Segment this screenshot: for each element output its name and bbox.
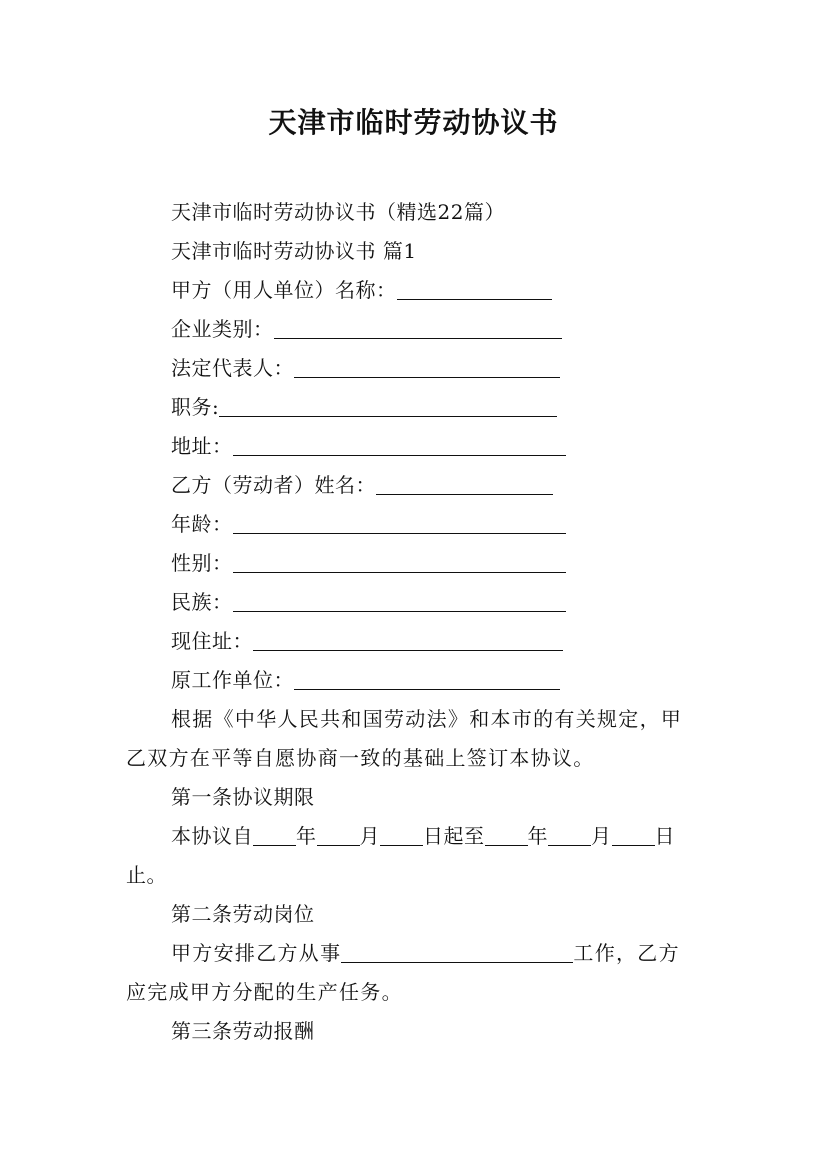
ethnicity-label: 民族： — [171, 590, 233, 614]
enterprise-type-blank[interactable] — [274, 318, 562, 339]
clause2-line2: 应完成甲方分配的生产任务。 — [126, 980, 403, 1004]
position-blank[interactable] — [219, 396, 557, 417]
document-subtitle: 天津市临时劳动协议书（精选22篇） — [171, 200, 505, 224]
clause2-text-mid: 工作，乙方 — [573, 941, 680, 965]
position-row — [171, 393, 557, 421]
end-month-blank[interactable] — [548, 825, 591, 846]
party-a-name-row — [171, 276, 552, 304]
clause2-line1 — [171, 939, 680, 967]
party-b-name-label: 乙方（劳动者）姓名： — [171, 473, 376, 497]
age-row — [171, 510, 566, 538]
enterprise-type-row — [171, 315, 562, 343]
clause1-heading: 第一条协议期限 — [171, 785, 315, 809]
current-address-label: 现住址： — [171, 629, 253, 653]
party-a-name-blank[interactable] — [397, 279, 552, 300]
enterprise-type-label: 企业类别： — [171, 317, 274, 341]
gender-label: 性别： — [171, 551, 233, 575]
clause1-month-label: 月 — [359, 824, 380, 848]
ethnicity-blank[interactable] — [233, 591, 566, 612]
address-blank[interactable] — [233, 435, 566, 456]
start-month-blank[interactable] — [317, 825, 360, 846]
document-title: 天津市临时劳动协议书 — [268, 106, 559, 139]
address-label: 地址： — [171, 434, 233, 458]
end-day-blank[interactable] — [612, 825, 655, 846]
former-employer-label: 原工作单位： — [171, 668, 294, 692]
clause2-text-start: 甲方安排乙方从事 — [171, 941, 342, 965]
party-b-name-blank[interactable] — [376, 474, 553, 495]
age-label: 年龄： — [171, 512, 233, 536]
gender-row — [171, 549, 566, 577]
legal-rep-row — [171, 354, 560, 382]
start-year-blank[interactable] — [253, 825, 296, 846]
intro-paragraph-line1: 根据《中华人民共和国劳动法》和本市的有关规定，甲 — [171, 707, 683, 731]
article-heading: 天津市临时劳动协议书 篇1 — [171, 239, 417, 263]
party-b-name-row — [171, 471, 553, 499]
job-position-blank[interactable] — [341, 942, 573, 963]
ethnicity-row — [171, 588, 566, 616]
legal-rep-blank[interactable] — [294, 357, 560, 378]
end-year-blank[interactable] — [485, 825, 528, 846]
position-label: 职务: — [171, 395, 220, 419]
address-row — [171, 432, 566, 460]
party-a-name-label: 甲方（用人单位）名称： — [171, 278, 397, 302]
gender-blank[interactable] — [233, 552, 566, 573]
clause1-year2-label: 年 — [527, 824, 548, 848]
clause1-text-start: 本协议自 — [171, 824, 253, 848]
intro-paragraph-line2: 乙双方在平等自愿协商一致的基础上签订本协议。 — [126, 746, 595, 770]
clause1-term-line — [171, 822, 675, 850]
former-employer-row — [171, 666, 560, 694]
clause3-heading: 第三条劳动报酬 — [171, 1019, 315, 1043]
clause1-day-from-label: 日起至 — [423, 824, 485, 848]
current-address-blank[interactable] — [253, 630, 563, 651]
clause1-month2-label: 月 — [591, 824, 612, 848]
clause1-ending: 止。 — [126, 863, 167, 887]
age-blank[interactable] — [233, 513, 566, 534]
clause1-year-label: 年 — [296, 824, 317, 848]
clause1-day-to-label: 日 — [654, 824, 675, 848]
former-employer-blank[interactable] — [294, 669, 560, 690]
legal-rep-label: 法定代表人： — [171, 356, 294, 380]
clause2-heading: 第二条劳动岗位 — [171, 902, 315, 926]
current-address-row — [171, 627, 563, 655]
start-day-blank[interactable] — [380, 825, 423, 846]
